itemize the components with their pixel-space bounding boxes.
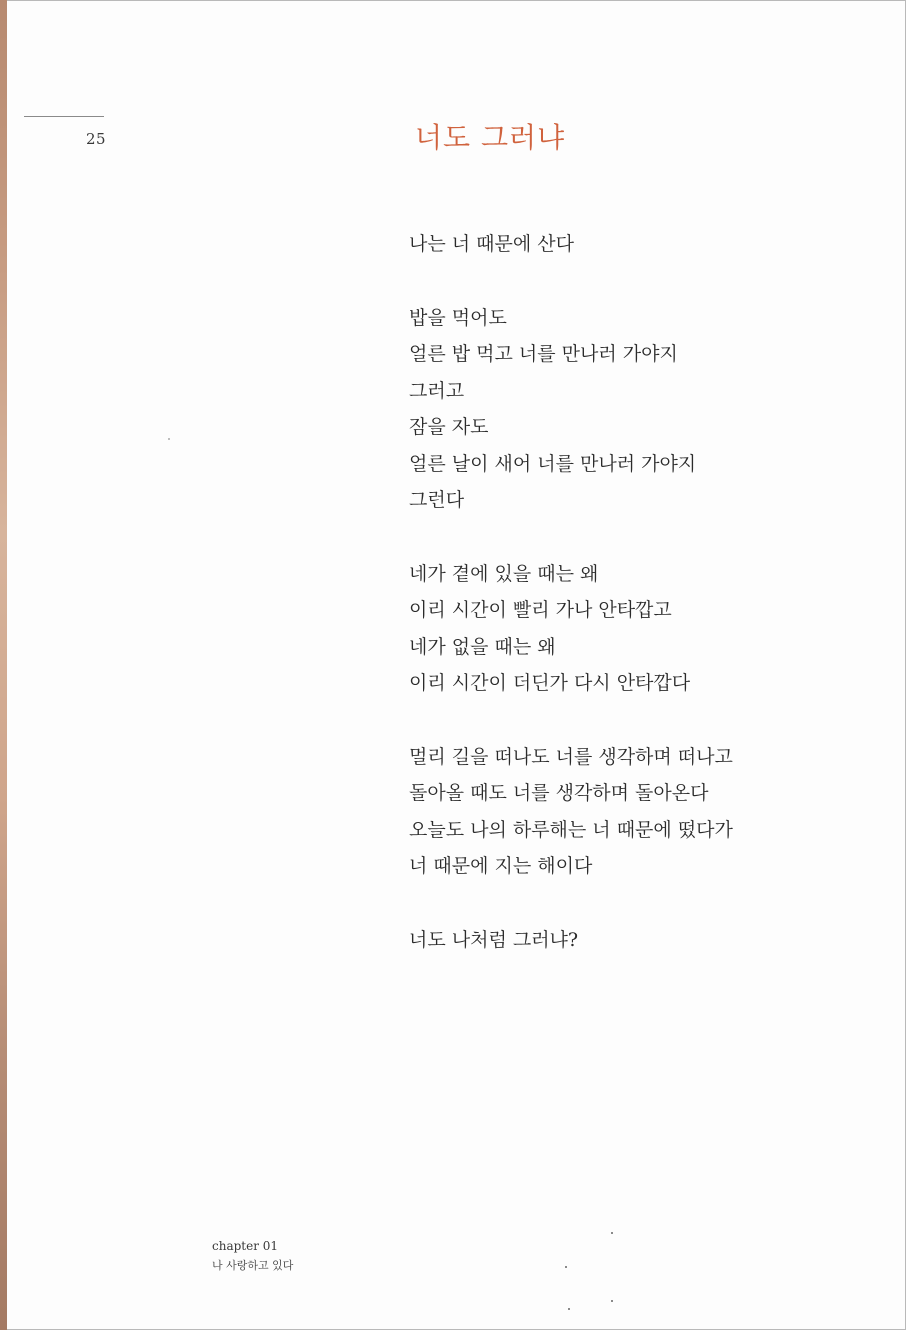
poem-line: 나는 너 때문에 산다 bbox=[409, 233, 574, 255]
poem-line: 그런다 bbox=[409, 489, 465, 511]
stanza-5 bbox=[409, 922, 879, 959]
stanza-1 bbox=[409, 226, 879, 263]
scan-speck bbox=[611, 1232, 613, 1234]
stanza-4 bbox=[409, 739, 879, 885]
chapter-footer bbox=[212, 1236, 293, 1276]
poem-body bbox=[409, 226, 879, 995]
poem-line: 너도 나처럼 그러냐? bbox=[409, 928, 579, 951]
book-spine-edge bbox=[0, 0, 7, 1330]
stanza-2 bbox=[409, 300, 879, 519]
header-rule bbox=[24, 116, 104, 117]
poem-line: 너 때문에 지는 해이다 bbox=[409, 855, 593, 877]
poem-line: 밥을 먹어도 bbox=[409, 306, 507, 329]
poem-line: 그러고 bbox=[409, 379, 465, 402]
scan-speck bbox=[168, 438, 170, 440]
poem-line: 네가 곁에 있을 때는 왜 bbox=[409, 562, 599, 585]
scan-speck bbox=[565, 1266, 567, 1268]
poem-line: 얼른 밥 먹고 너를 만나러 가야지 bbox=[409, 343, 678, 365]
scan-speck bbox=[568, 1308, 570, 1310]
scan-speck bbox=[611, 1300, 613, 1302]
poem-line: 멀리 길을 떠나도 너를 생각하며 떠나고 bbox=[409, 745, 733, 768]
poem-line: 얼른 날이 새어 너를 만나러 가야지 bbox=[409, 452, 697, 475]
poem-line: 돌아올 때도 너를 생각하며 돌아온다 bbox=[409, 782, 709, 804]
chapter-subtitle: 나 사랑하고 있다 bbox=[212, 1259, 294, 1272]
poem-line: 네가 없을 때는 왜 bbox=[409, 635, 556, 658]
poem-title: 너도 그러냐 bbox=[415, 121, 566, 154]
page-number: 25 bbox=[86, 130, 107, 148]
chapter-label: chapter 01 bbox=[212, 1239, 279, 1253]
poem-line: 이리 시간이 빨리 가나 안타깝고 bbox=[409, 599, 672, 621]
poem-line: 오늘도 나의 하루해는 너 때문에 떴다가 bbox=[409, 818, 733, 841]
poem-line: 잠을 자도 bbox=[409, 416, 489, 438]
poem-line: 이리 시간이 더딘가 다시 안타깝다 bbox=[409, 672, 691, 694]
stanza-3 bbox=[409, 556, 879, 702]
